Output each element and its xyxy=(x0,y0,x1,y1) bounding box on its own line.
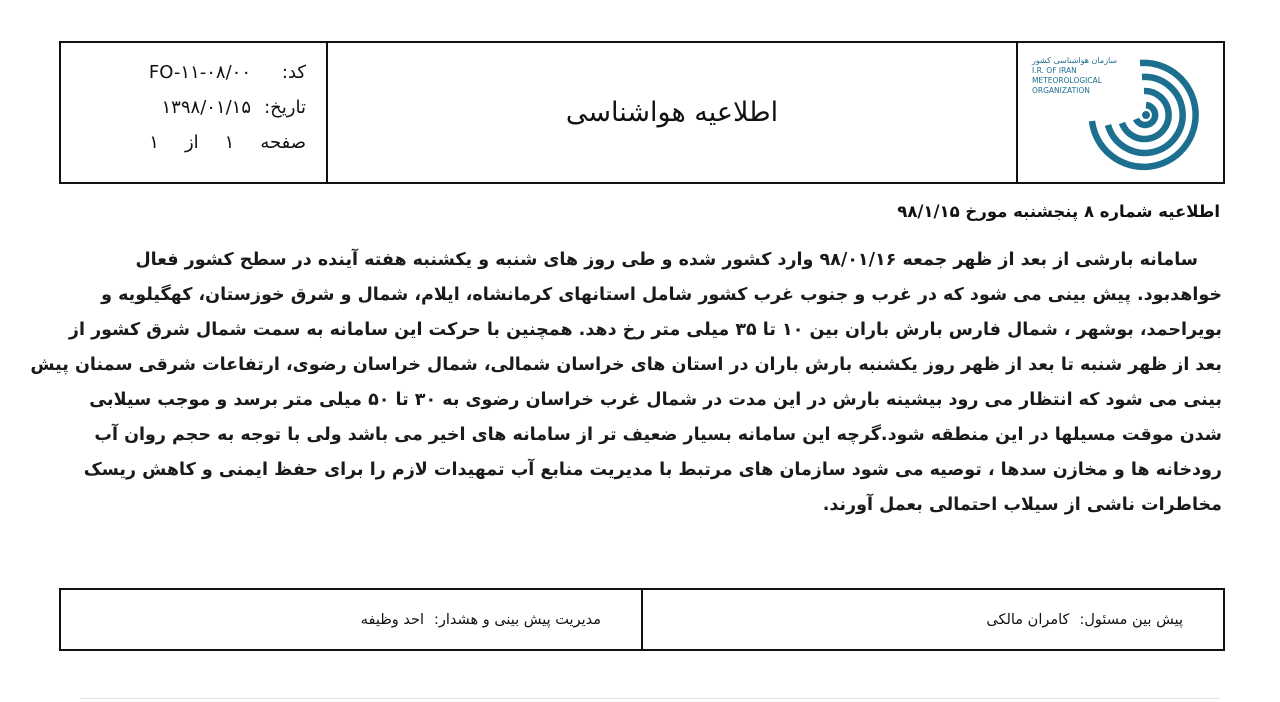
logo-en-line-1: I.R. OF IRAN xyxy=(1032,66,1077,75)
code-row xyxy=(75,55,306,90)
notice-line: بعد از ظهر شنبه تا بعد از ظهر روز یکشنبه بارش باران در استان های خراسان شمالی، شمال خراسان رضوی، ارتفاعات شرقی سمنان پیش xyxy=(30,355,1222,375)
notice-line: مخاطرات ناشی از سیلاب احتمالی بعمل آورند. xyxy=(822,495,1222,515)
notice-line: خواهدبود. پیش بینی می شود که در غرب و جنوب غرب کشور شامل استانهای کرمانشاه، ایلام، شمال و شرق خوزستان، کهگیلویه و xyxy=(101,285,1222,305)
logo-fa-text: سازمان هواشناسی کشور xyxy=(1032,56,1118,65)
notice-line: بویراحمد، بوشهر ، شمال فارس بارش باران بین ۱۰ تا ۳۵ میلی متر رخ دهد. همچنین با حرکت این سامانه به سمت شمال شرق کشور از xyxy=(68,320,1222,340)
date-label: تاریخ: xyxy=(264,97,306,118)
notice-line: شدن موقت مسیلها در این منطقه شود.گرچه این سامانه بسیار ضعیف تر از سامانه های اخیر می باشد ولی با توجه به حجم روان آب xyxy=(94,425,1222,445)
logo-en-line-2: METEOROLOGICAL xyxy=(1032,76,1102,85)
organization-logo xyxy=(1016,43,1223,182)
notice-heading: اطلاعیه شماره ۸ پنجشنبه مورخ ۹۸/۱/۱۵ xyxy=(897,202,1220,221)
manager-name: احد وظیفه xyxy=(360,611,424,628)
page-of: از xyxy=(184,132,199,153)
document-meta xyxy=(61,43,328,182)
forecaster-cell xyxy=(643,590,1223,649)
page-total: ۱ xyxy=(149,132,159,153)
page-label: صفحه xyxy=(260,132,306,153)
code-label: کد: xyxy=(281,62,306,83)
notice-body xyxy=(30,243,1222,523)
meteorological-logo-icon xyxy=(1078,51,1208,176)
signature-footer xyxy=(59,588,1225,651)
date-value: ۱۳۹۸/۰۱/۱۵ xyxy=(161,97,251,118)
manager-label: مدیریت پیش بینی و هشدار: xyxy=(433,611,601,628)
logo-en-line-3: ORGANIZATION xyxy=(1032,86,1090,95)
forecaster-name: کامران مالکی xyxy=(986,611,1070,628)
notice-line: سامانه بارشی از بعد از ظهر جمعه ۹۸/۰۱/۱۶ وارد کشور شده و طی روز های شنبه و یکشنبه هفته آینده در سطح کشور فعال xyxy=(135,250,1198,270)
notice-line: رودخانه ها و مخازن سدها ، توصیه می شود سازمان های مرتبط با مدیریت منابع آب تمهیدات لازم را برای حفظ ایمنی و کاهش ریسک xyxy=(83,460,1222,480)
document-header xyxy=(59,41,1225,184)
code-value: FO-۱۱-۰۸/۰۰ xyxy=(148,62,251,83)
manager-cell xyxy=(61,590,643,649)
notice-line: بینی می شود که انتظار می رود بیشینه بارش در این مدت در شمال غرب خراسان رضوی به ۳۰ تا ۵۰ میلی متر برسد و موجب سیلابی xyxy=(89,390,1222,410)
forecaster-label: پیش بین مسئول: xyxy=(1079,611,1183,628)
page-title: اطلاعیه هواشناسی xyxy=(565,97,779,128)
page-current: ۱ xyxy=(224,132,235,153)
bottom-divider xyxy=(80,698,1220,699)
date-row xyxy=(75,90,306,125)
page-row xyxy=(75,125,306,160)
